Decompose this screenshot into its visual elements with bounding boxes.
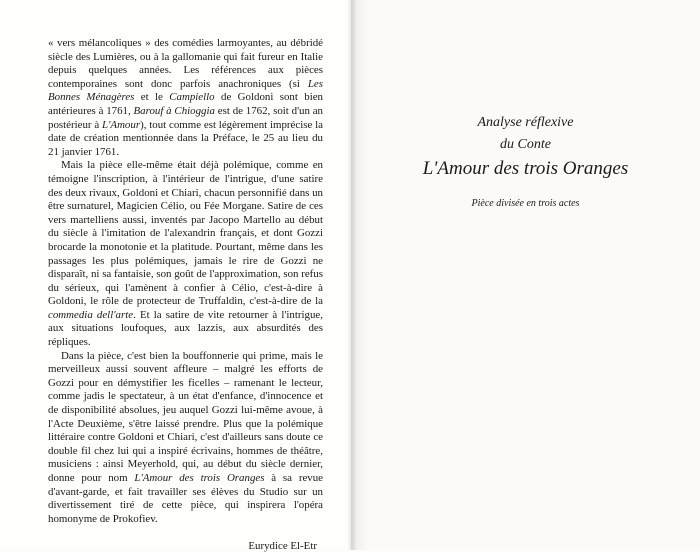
book-gutter (348, 0, 356, 550)
text-run: et le (134, 91, 170, 104)
play-subtitle: Pièce divisée en trois actes (471, 198, 580, 209)
play-title: L'Amour des trois Oranges (422, 158, 629, 179)
preface-text (48, 37, 323, 526)
text-run: de Goldoni sont bien antérieures à 1761, (48, 91, 323, 117)
author-signature: Eurydice El-Etr (248, 540, 317, 552)
paragraph (48, 37, 323, 159)
text-run: est de 1762, soit d'un an postérieur à (48, 104, 324, 131)
paragraph (48, 350, 323, 527)
italic-run: Les Bonnes Ménagères (48, 77, 323, 104)
italic-run: L'Amour des trois Oranges (134, 472, 265, 484)
italic-run: Campiello (169, 91, 215, 104)
left-page (0, 0, 351, 550)
title-line-1: Analyse réflexive (477, 115, 574, 130)
text-run: ), tout comme est légèrement imprécise la date de création mentionnée dans la Préface, le 25 au lieu du 21 janvier 1761. (48, 118, 324, 158)
title-line-2: du Conte (500, 137, 551, 152)
text-run: Mais la pièce elle-même était déjà polémique, comme en témoigne l'inscription, à l'intérieur de l'intrigue, d'une satire des deux rivaux, Goldoni et Chiari, chacun personnifié dans un être surnaturel, Magicien Célio, ou Fée Morgane. Satire de ces vers martelliens aussi, inventés par Jacopo Martello au début du siècle à l'imitation de l'alexandrin français, et dont Gozzi brocarde la monotonie et la platitude. Pourtant, même dans les passages les plus polémiques, jamais le rire de Gozzi ne disparaît, ni sa fantaisie, son goût de l'approximation, son refus du sérieux, qui l'amènent à confier à Célio, c'est-à-dire à Goldoni, le rôle de protecteur de Truffaldin, c'est-à-dire de la (48, 159, 323, 308)
italic-run: commedia dell'arte (48, 308, 134, 321)
paragraph (48, 159, 323, 349)
text-run: « vers mélancoliques » des comédies larmoyantes, au débridé siècle des Lumières, ou à la gallomanie qui fait fureur en Italie depuis quelques années. Les références aux pièces contemporaines sont donc parfois anachroniques (si (48, 37, 323, 90)
italic-run: L'Amour (102, 118, 141, 131)
italic-run: Barouf à Chioggia (133, 104, 215, 117)
right-page (351, 0, 700, 550)
text-run: . Et la satire de vite retourner à l'intrigue, aux situations loufoques, aux lazzis, aux absurdités des répliques. (48, 308, 323, 349)
text-run: Dans la pièce, c'est bien la bouffonnerie qui prime, mais le merveilleux aussi souvent affleure – malgré les efforts de Gozzi pour en démystifier les ficelles – ramenant le lecteur, comme jadis le spectateur, à un état d'enfance, d'innocence et de disponibilité absolues, jeu auquel Gozzi lui-même avoue, à l'Acte Deuxième, s'être laissé prendre. Plus que la polémique littéraire contre Goldoni et Chiari, c'est d'ailleurs sans doute ce double fil chez lui qui a inspiré écrivains, hommes de théâtre, musiciens : ainsi Meyerhold, qui, au début du siècle dernier, donne pour nom (48, 349, 323, 484)
title-block (351, 112, 700, 209)
text-run: à sa revue d'avant-garde, et fait travailler ses élèves du Studio sur un divertissement tiré de cette pièce, qui inspirera l'opéra homonyme de Prokofiev. (48, 472, 323, 525)
